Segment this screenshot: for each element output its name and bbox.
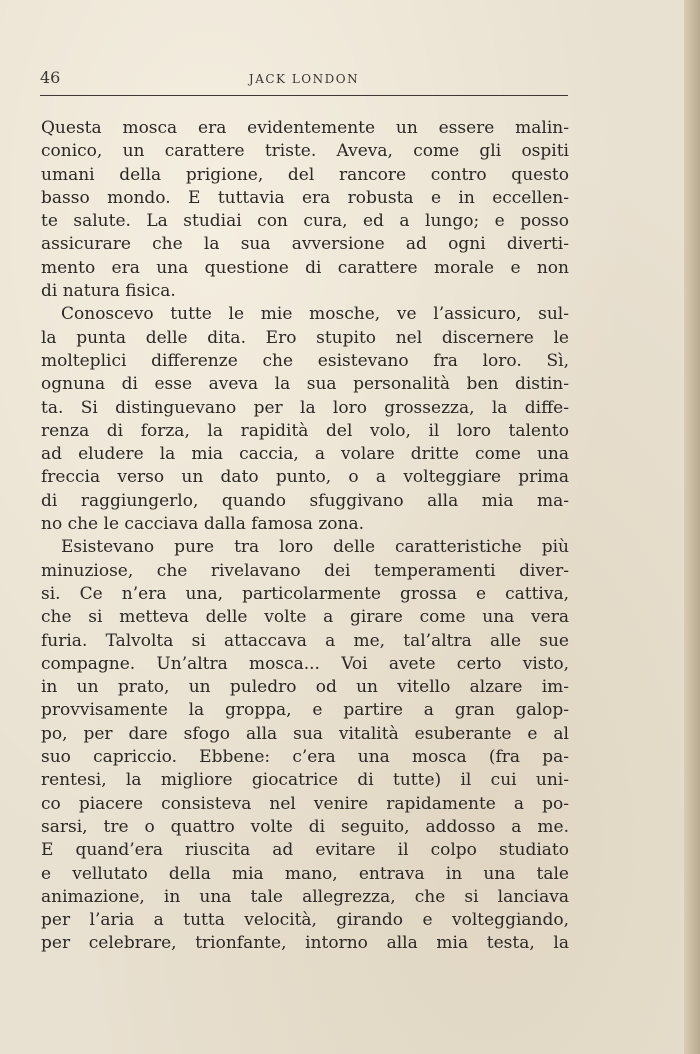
text-line: ognuna di esse aveva la sua personalità ben distin- (41, 374, 569, 395)
page-header (40, 68, 568, 90)
text-line: Esistevano pure tra loro delle caratteristiche più (61, 537, 569, 558)
text-line: basso mondo. E tuttavia era robusta e in eccellen- (41, 187, 569, 208)
text-line: e vellutato della mia mano, entrava in una tale (41, 863, 569, 884)
text-line: molteplici differenze che esistevano fra loro. Sì, (41, 350, 569, 371)
body-text (41, 117, 569, 956)
text-line: la punta delle dita. Ero stupito nel discernere le (41, 327, 569, 348)
header-rule (40, 95, 568, 96)
text-line: po, per dare sfogo alla sua vitalità esuberante e al (41, 723, 569, 744)
text-line: si. Ce n’era una, particolarmente grossa e cattiva, (41, 583, 569, 604)
text-line: sarsi, tre o quattro volte di seguito, addosso a me. (41, 816, 569, 837)
text-line: animazione, in una tale allegrezza, che si lanciava (41, 886, 569, 907)
text-line: per celebrare, trionfante, intorno alla mia testa, la (41, 933, 569, 954)
text-line: umani della prigione, del rancore contro questo (41, 164, 569, 185)
page-number: 46 (40, 68, 61, 87)
text-line: provvisamente la groppa, e partire a gran galop- (41, 700, 569, 721)
text-line: compagne. Un’altra mosca... Voi avete certo visto, (41, 653, 569, 674)
running-head: JACK LONDON (248, 72, 360, 86)
text-line: co piacere consisteva nel venire rapidamente a po- (41, 793, 569, 814)
text-line: no che le cacciava dalla famosa zona. (41, 514, 364, 535)
text-line: furia. Talvolta si attaccava a me, tal’altra alle sue (41, 630, 569, 651)
text-line: che si metteva delle volte a girare come una vera (41, 607, 569, 628)
text-line: assicurare che la sua avversione ad ogni diverti- (41, 234, 569, 255)
text-line: per l’aria a tutta velocità, girando e volteggiando, (41, 910, 569, 931)
page-edge (684, 0, 700, 1054)
text-line: ta. Si distinguevano per la loro grossezza, la diffe- (41, 397, 569, 418)
text-line: di natura fisica. (41, 281, 176, 302)
text-line: renza di forza, la rapidità del volo, il loro talento (41, 420, 569, 441)
text-line: te salute. La studiai con cura, ed a lungo; e posso (41, 211, 569, 232)
text-line: Questa mosca era evidentemente un essere malin- (41, 118, 569, 138)
text-line: conico, un carattere triste. Aveva, come gli ospiti (41, 141, 569, 162)
text-line: rentesi, la migliore giocatrice di tutte) il cui uni- (41, 770, 569, 791)
text-line: di raggiungerlo, quando sfuggivano alla mia ma- (41, 490, 569, 511)
text-line: in un prato, un puledro od un vitello alzare im- (41, 677, 569, 698)
text-line: E quand’era riuscita ad evitare il colpo studiato (41, 840, 569, 861)
text-line: ad eludere la mia caccia, a volare dritte come una (41, 444, 569, 465)
text-line: minuziose, che rivelavano dei temperamenti diver- (41, 560, 569, 581)
text-line: freccia verso un dato punto, o a volteggiare prima (41, 467, 569, 488)
text-line: Conoscevo tutte le mie mosche, ve l’assicuro, sul- (61, 304, 569, 325)
text-line: suo capriccio. Ebbene: c’era una mosca (fra pa- (41, 747, 569, 768)
text-line: mento era una questione di carattere morale e non (41, 257, 569, 278)
